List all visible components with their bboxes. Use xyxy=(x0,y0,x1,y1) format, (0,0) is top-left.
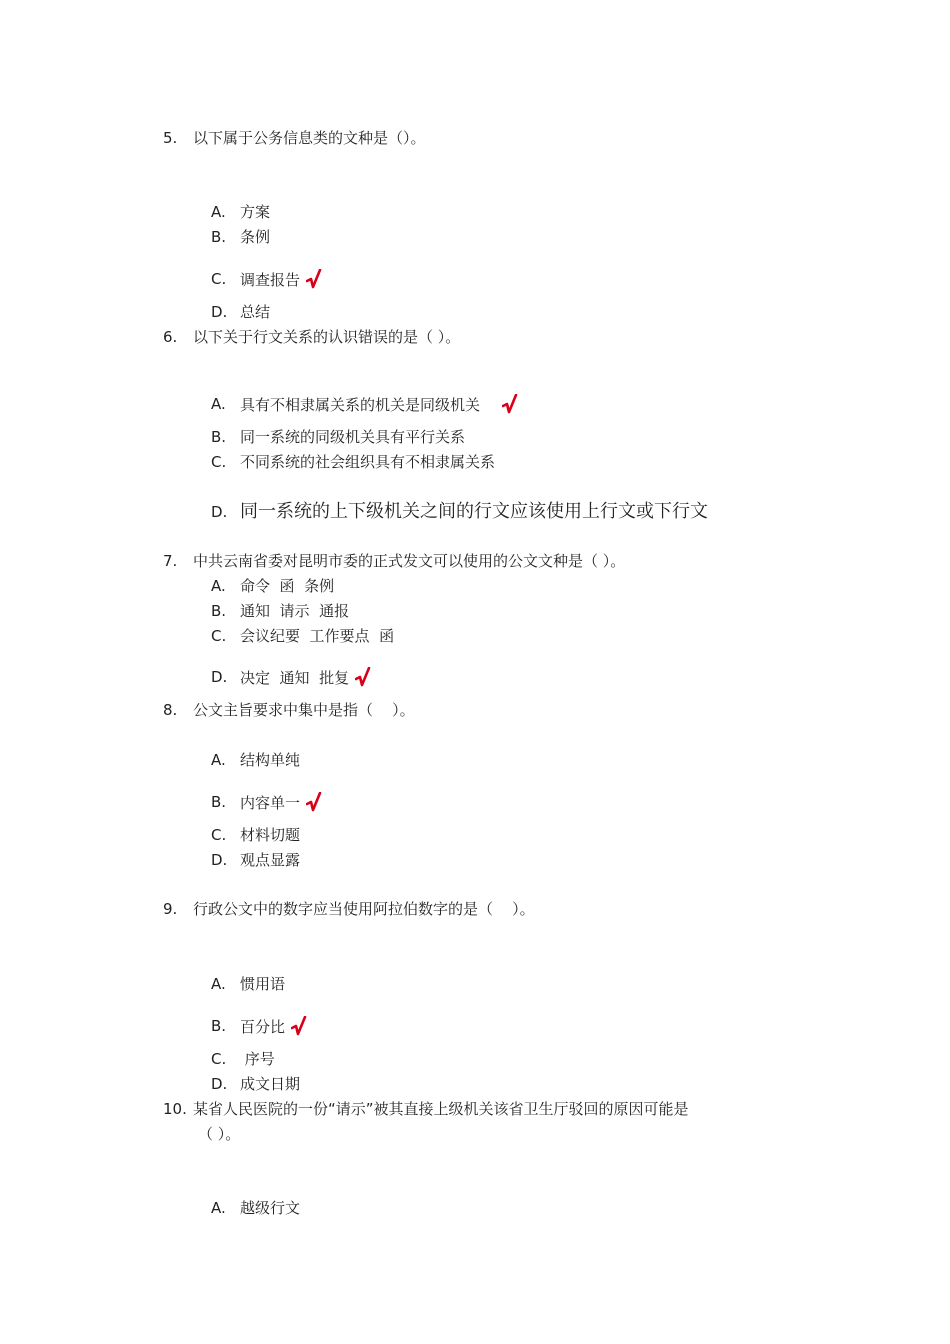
option-text: 不同系统的社会组织具有不相隶属关系 xyxy=(240,453,496,471)
option-text: 通知 请示 通报 xyxy=(240,602,350,620)
option-letter: A. xyxy=(211,975,226,993)
option-letter: C. xyxy=(211,270,227,288)
option-letter: C. xyxy=(211,826,227,844)
option-letter: A. xyxy=(211,577,226,595)
option-text: 同一系统的上下级机关之间的行文应该使用上行文或下行文 xyxy=(240,501,708,522)
option-letter: B. xyxy=(211,793,227,811)
option-letter: D. xyxy=(211,303,228,321)
option-text: 调查报告 xyxy=(240,271,301,289)
option-letter: D. xyxy=(211,851,228,869)
question-text: 以下属于公务信息类的文种是（）。 xyxy=(193,129,426,147)
option-letter: C. xyxy=(211,1050,227,1068)
option-text: 会议纪要 工作要点 函 xyxy=(240,627,395,645)
option-text: 惯用语 xyxy=(240,975,286,993)
question-number: 7. xyxy=(163,552,178,570)
option-letter: A. xyxy=(211,203,226,221)
question-text: 某省人民医院的一份“请示”被其直接上级机关该省卫生厅驳回的原因可能是 xyxy=(193,1100,689,1118)
option-letter: D. xyxy=(211,668,228,686)
option-text: 内容单一 xyxy=(240,794,301,812)
option-text: 越级行文 xyxy=(240,1199,301,1217)
question-text: 以下关于行文关系的认识错误的是（ ）。 xyxy=(193,328,461,346)
question-number: 6. xyxy=(163,328,178,346)
option-letter: D. xyxy=(211,1075,228,1093)
question-number: 5. xyxy=(163,129,178,147)
option-text: 结构单纯 xyxy=(240,751,301,769)
option-letter: B. xyxy=(211,428,227,446)
option-text: 决定 通知 批复 xyxy=(240,669,350,687)
option-letter: C. xyxy=(211,453,227,471)
option-letter: B. xyxy=(211,1017,227,1035)
question-number: 10. xyxy=(163,1100,187,1118)
option-text: 方案 xyxy=(240,203,271,221)
option-letter: B. xyxy=(211,228,227,246)
question-text: 公文主旨要求中集中是指（ ）。 xyxy=(193,701,415,719)
option-letter: B. xyxy=(211,602,227,620)
red-checkmark-icon xyxy=(306,792,322,814)
red-checkmark-icon xyxy=(306,269,322,291)
question-text: 行政公文中的数字应当使用阿拉伯数字的是（ ）。 xyxy=(193,900,535,918)
question-text-continuation: （ ）。 xyxy=(198,1125,241,1143)
option-letter: D. xyxy=(211,503,228,521)
question-number: 9. xyxy=(163,900,178,918)
option-letter: C. xyxy=(211,627,227,645)
option-text: 具有不相隶属关系的机关是同级机关 xyxy=(240,396,481,414)
option-text: 命令 函 条例 xyxy=(240,577,335,595)
red-checkmark-icon xyxy=(502,394,518,416)
option-letter: A. xyxy=(211,395,226,413)
option-letter: A. xyxy=(211,751,226,769)
option-text: 百分比 xyxy=(240,1018,286,1036)
option-text: 序号 xyxy=(240,1050,275,1068)
red-checkmark-icon xyxy=(291,1016,307,1038)
option-text: 观点显露 xyxy=(240,851,301,869)
option-text: 成文日期 xyxy=(240,1075,301,1093)
option-text: 条例 xyxy=(240,228,271,246)
option-text: 总结 xyxy=(240,303,271,321)
question-number: 8. xyxy=(163,701,178,719)
option-letter: A. xyxy=(211,1199,226,1217)
red-checkmark-icon xyxy=(355,667,371,689)
option-text: 同一系统的同级机关具有平行关系 xyxy=(240,428,466,446)
question-text: 中共云南省委对昆明市委的正式发文可以使用的公文文种是（ ）。 xyxy=(193,552,626,570)
option-text: 材料切题 xyxy=(240,826,301,844)
